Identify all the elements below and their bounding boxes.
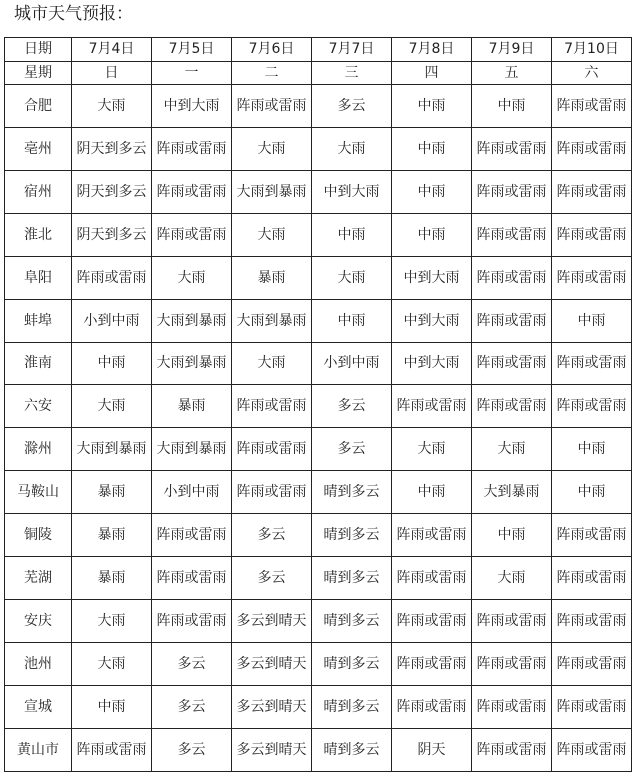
weather-cell: 多云 [232,557,312,600]
weather-cell: 晴到多云 [312,685,392,728]
weather-cell: 阵雨或雷雨 [392,685,472,728]
weather-cell: 阵雨或雷雨 [472,299,552,342]
weather-cell: 大雨 [312,256,392,299]
weather-cell: 中到大雨 [312,170,392,213]
weather-cell: 阵雨或雷雨 [152,213,232,256]
weather-cell: 中雨 [392,471,472,514]
weather-cell: 晴到多云 [312,728,392,771]
weather-cell: 阵雨或雷雨 [392,385,472,428]
weekday-cell: 三 [312,61,392,85]
weather-cell: 暴雨 [72,471,152,514]
weekday-cell: 二 [232,61,312,85]
weather-cell: 中到大雨 [392,342,472,385]
weather-cell: 阵雨或雷雨 [72,256,152,299]
weather-cell: 中雨 [552,299,632,342]
weather-cell: 阵雨或雷雨 [232,471,312,514]
city-name-cell: 宿州 [5,170,72,213]
weather-cell: 阵雨或雷雨 [472,600,552,643]
weather-cell: 晴到多云 [312,557,392,600]
weather-cell: 阵雨或雷雨 [472,685,552,728]
weather-cell: 晴到多云 [312,514,392,557]
weather-cell: 多云 [312,85,392,128]
page-title: 城市天气预报： [14,4,133,24]
weather-cell: 多云 [152,685,232,728]
weather-cell: 中雨 [312,213,392,256]
date-header-row [5,38,632,62]
weather-cell: 中雨 [72,342,152,385]
city-name-cell: 合肥 [5,85,72,128]
date-cell: 7月5日 [152,38,232,62]
weather-cell: 阵雨或雷雨 [552,685,632,728]
weather-cell: 小到中雨 [72,299,152,342]
weather-cell: 暴雨 [152,385,232,428]
table-row [5,170,632,213]
table-row [5,127,632,170]
weather-cell: 小到中雨 [312,342,392,385]
table-row [5,728,632,771]
table-row [5,256,632,299]
weather-cell: 阵雨或雷雨 [152,557,232,600]
weather-cell: 阵雨或雷雨 [552,127,632,170]
weather-cell: 阵雨或雷雨 [472,642,552,685]
date-cell: 7月9日 [472,38,552,62]
weather-cell: 晴到多云 [312,600,392,643]
forecast-table [4,37,632,772]
weather-cell: 阵雨或雷雨 [232,85,312,128]
weather-cell: 阵雨或雷雨 [552,728,632,771]
date-cell: 7月6日 [232,38,312,62]
weather-cell: 阵雨或雷雨 [152,514,232,557]
weather-cell: 大雨 [232,342,312,385]
weather-cell: 阵雨或雷雨 [472,213,552,256]
weather-cell: 中雨 [552,471,632,514]
weather-cell: 阵雨或雷雨 [552,342,632,385]
weather-cell: 阵雨或雷雨 [552,85,632,128]
table-row [5,600,632,643]
weather-cell: 大雨 [72,385,152,428]
weather-cell: 晴到多云 [312,471,392,514]
date-cell: 7月4日 [72,38,152,62]
weekday-cell: 五 [472,61,552,85]
weather-cell: 阵雨或雷雨 [232,428,312,471]
weather-cell: 阵雨或雷雨 [232,385,312,428]
weekday-cell: 一 [152,61,232,85]
city-name-cell: 淮北 [5,213,72,256]
city-name-cell: 铜陵 [5,514,72,557]
table-row [5,213,632,256]
weather-cell: 大雨 [472,428,552,471]
weather-cell: 阵雨或雷雨 [392,642,472,685]
weather-cell: 暴雨 [72,514,152,557]
weather-cell: 大雨到暴雨 [152,299,232,342]
city-name-cell: 淮南 [5,342,72,385]
weekday-row [5,61,632,85]
weather-cell: 多云 [232,514,312,557]
weather-cell: 大雨 [472,557,552,600]
weather-cell: 阴天到多云 [72,213,152,256]
weekday-label-cell: 星期 [5,61,72,85]
weather-cell: 大雨 [392,428,472,471]
weather-cell: 阵雨或雷雨 [392,514,472,557]
weather-cell: 阵雨或雷雨 [472,728,552,771]
weather-cell: 中雨 [472,514,552,557]
weather-cell: 阵雨或雷雨 [472,170,552,213]
weather-cell: 中雨 [552,428,632,471]
weather-cell: 大雨 [72,642,152,685]
weather-cell: 阵雨或雷雨 [152,600,232,643]
weather-cell: 多云 [152,642,232,685]
weather-cell: 阵雨或雷雨 [552,385,632,428]
table-row [5,342,632,385]
city-name-cell: 阜阳 [5,256,72,299]
weather-cell: 暴雨 [72,557,152,600]
table-row [5,471,632,514]
weather-cell: 阵雨或雷雨 [72,728,152,771]
weather-cell: 大雨 [72,85,152,128]
weather-cell: 大雨到暴雨 [232,170,312,213]
date-cell: 7月7日 [312,38,392,62]
weather-cell: 小到中雨 [152,471,232,514]
weather-cell: 多云 [312,428,392,471]
date-label-cell: 日期 [5,38,72,62]
weather-cell: 多云到晴天 [232,600,312,643]
table-row [5,685,632,728]
weather-cell: 中到大雨 [152,85,232,128]
city-name-cell: 六安 [5,385,72,428]
weather-cell: 大雨到暴雨 [232,299,312,342]
city-name-cell: 芜湖 [5,557,72,600]
weather-cell: 阵雨或雷雨 [552,514,632,557]
weather-cell: 大雨 [312,127,392,170]
weather-cell: 阵雨或雷雨 [552,213,632,256]
weather-cell: 中雨 [392,127,472,170]
date-cell: 7月10日 [552,38,632,62]
weather-cell: 多云到晴天 [232,642,312,685]
forecast-table-body [5,38,632,772]
city-name-cell: 池州 [5,642,72,685]
weather-cell: 阵雨或雷雨 [472,385,552,428]
weather-cell: 阵雨或雷雨 [552,557,632,600]
weekday-cell: 日 [72,61,152,85]
weekday-cell: 四 [392,61,472,85]
date-cell: 7月8日 [392,38,472,62]
weather-cell: 阵雨或雷雨 [472,256,552,299]
weekday-cell: 六 [552,61,632,85]
weather-cell: 阴天到多云 [72,127,152,170]
weather-cell: 大雨到暴雨 [152,428,232,471]
weather-cell: 中雨 [312,299,392,342]
weather-cell: 多云 [312,385,392,428]
city-name-cell: 亳州 [5,127,72,170]
weather-cell: 中雨 [392,213,472,256]
weather-cell: 阵雨或雷雨 [152,127,232,170]
city-name-cell: 宣城 [5,685,72,728]
weather-cell: 大雨 [232,213,312,256]
city-name-cell: 滁州 [5,428,72,471]
weather-cell: 阵雨或雷雨 [152,170,232,213]
weather-cell: 阵雨或雷雨 [392,557,472,600]
weather-cell: 中雨 [472,85,552,128]
weather-cell: 中到大雨 [392,299,472,342]
weather-cell: 阵雨或雷雨 [552,600,632,643]
table-row [5,557,632,600]
weather-cell: 大雨 [232,127,312,170]
weather-cell: 阴天 [392,728,472,771]
city-name-cell: 蚌埠 [5,299,72,342]
weather-cell: 阴天到多云 [72,170,152,213]
table-row [5,385,632,428]
weather-cell: 多云到晴天 [232,685,312,728]
weather-cell: 阵雨或雷雨 [472,342,552,385]
weather-cell: 阵雨或雷雨 [552,170,632,213]
weather-cell: 暴雨 [232,256,312,299]
table-row [5,428,632,471]
weather-cell: 大雨到暴雨 [152,342,232,385]
weather-cell: 中雨 [72,685,152,728]
weather-cell: 阵雨或雷雨 [552,256,632,299]
weather-cell: 阵雨或雷雨 [552,642,632,685]
weather-cell: 中雨 [392,85,472,128]
table-row [5,514,632,557]
weather-cell: 中到大雨 [392,256,472,299]
city-name-cell: 安庆 [5,600,72,643]
weather-cell: 多云到晴天 [232,728,312,771]
weather-cell: 大雨 [72,600,152,643]
table-row [5,85,632,128]
weather-cell: 阵雨或雷雨 [472,127,552,170]
table-row [5,299,632,342]
city-name-cell: 马鞍山 [5,471,72,514]
weather-cell: 大雨 [152,256,232,299]
weather-cell: 大雨到暴雨 [72,428,152,471]
weather-cell: 中雨 [392,170,472,213]
weather-cell: 阵雨或雷雨 [392,600,472,643]
weather-cell: 大到暴雨 [472,471,552,514]
weather-cell: 晴到多云 [312,642,392,685]
weather-cell: 多云 [152,728,232,771]
table-row [5,642,632,685]
city-name-cell: 黄山市 [5,728,72,771]
